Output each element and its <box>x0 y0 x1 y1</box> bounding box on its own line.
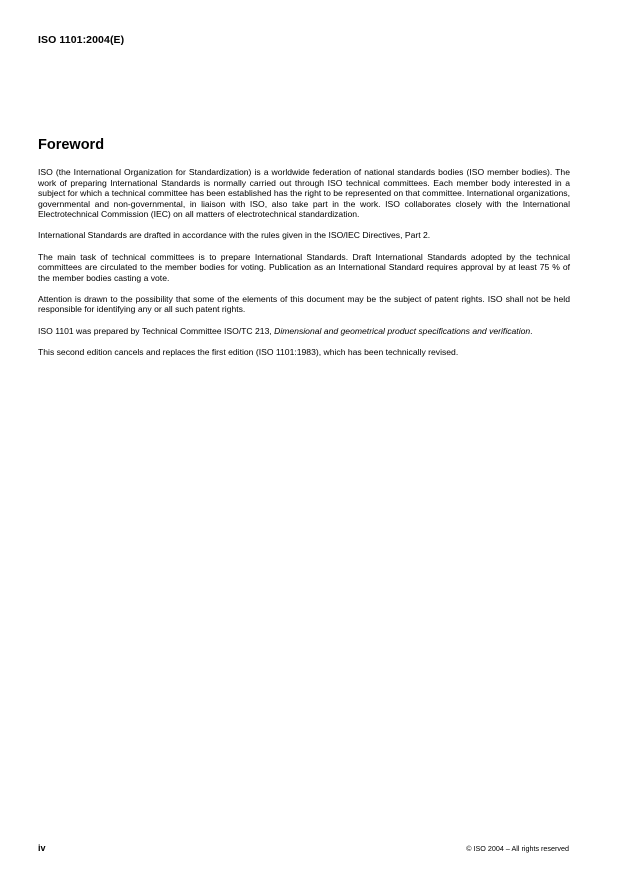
foreword-p5-committee-title: Dimensional and geometrical product specifications and verification <box>274 325 531 336</box>
foreword-p5-prefix: ISO 1101 was prepared by Technical Committee ISO/TC 213, <box>38 325 275 336</box>
foreword-paragraph-6: This second edition cancels and replaces the first edition (ISO 1101:1983), which has been technically revised. <box>38 346 459 357</box>
page-number: iv <box>38 843 46 853</box>
foreword-paragraph-1: ISO (the International Organization for Standardization) is a worldwide federation of national standards bodies (ISO member bodies). The work of preparing International Standards is normally carried out through ISO technical committees. Each member body interested in a subject for which a technical committee has been established has the right to be represented on that committee. International organizations, governmental and non-governmental, in liaison with ISO, also take part in the work. ISO collaborates closely with the International Electrotechnical Commission (IEC) on all matters of electrotechnical standardization. <box>38 167 570 220</box>
foreword-paragraph-2: International Standards are drafted in accordance with the rules given in the ISO/IEC Directives, Part 2. <box>38 230 431 241</box>
copyright-notice: © ISO 2004 – All rights reserved <box>466 844 569 853</box>
foreword-title: Foreword <box>38 137 105 153</box>
foreword-body <box>38 167 570 368</box>
foreword-paragraph-3: The main task of technical committees is to prepare International Standards. Draft International Standards adopted by the technical committees are circulated to the member bodies for voting. Publication as an International Standard requires approval by at least 75 % of the member bodies casting a vote. <box>38 251 570 283</box>
document-id-header: ISO 1101:2004(E) <box>38 34 125 46</box>
foreword-paragraph-5 <box>38 326 570 337</box>
foreword-paragraph-4: Attention is drawn to the possibility that some of the elements of this document may be the subject of patent rights. ISO shall not be held responsible for identifying any or all such patent rights. <box>38 293 570 315</box>
foreword-p5-suffix: . <box>530 325 533 336</box>
